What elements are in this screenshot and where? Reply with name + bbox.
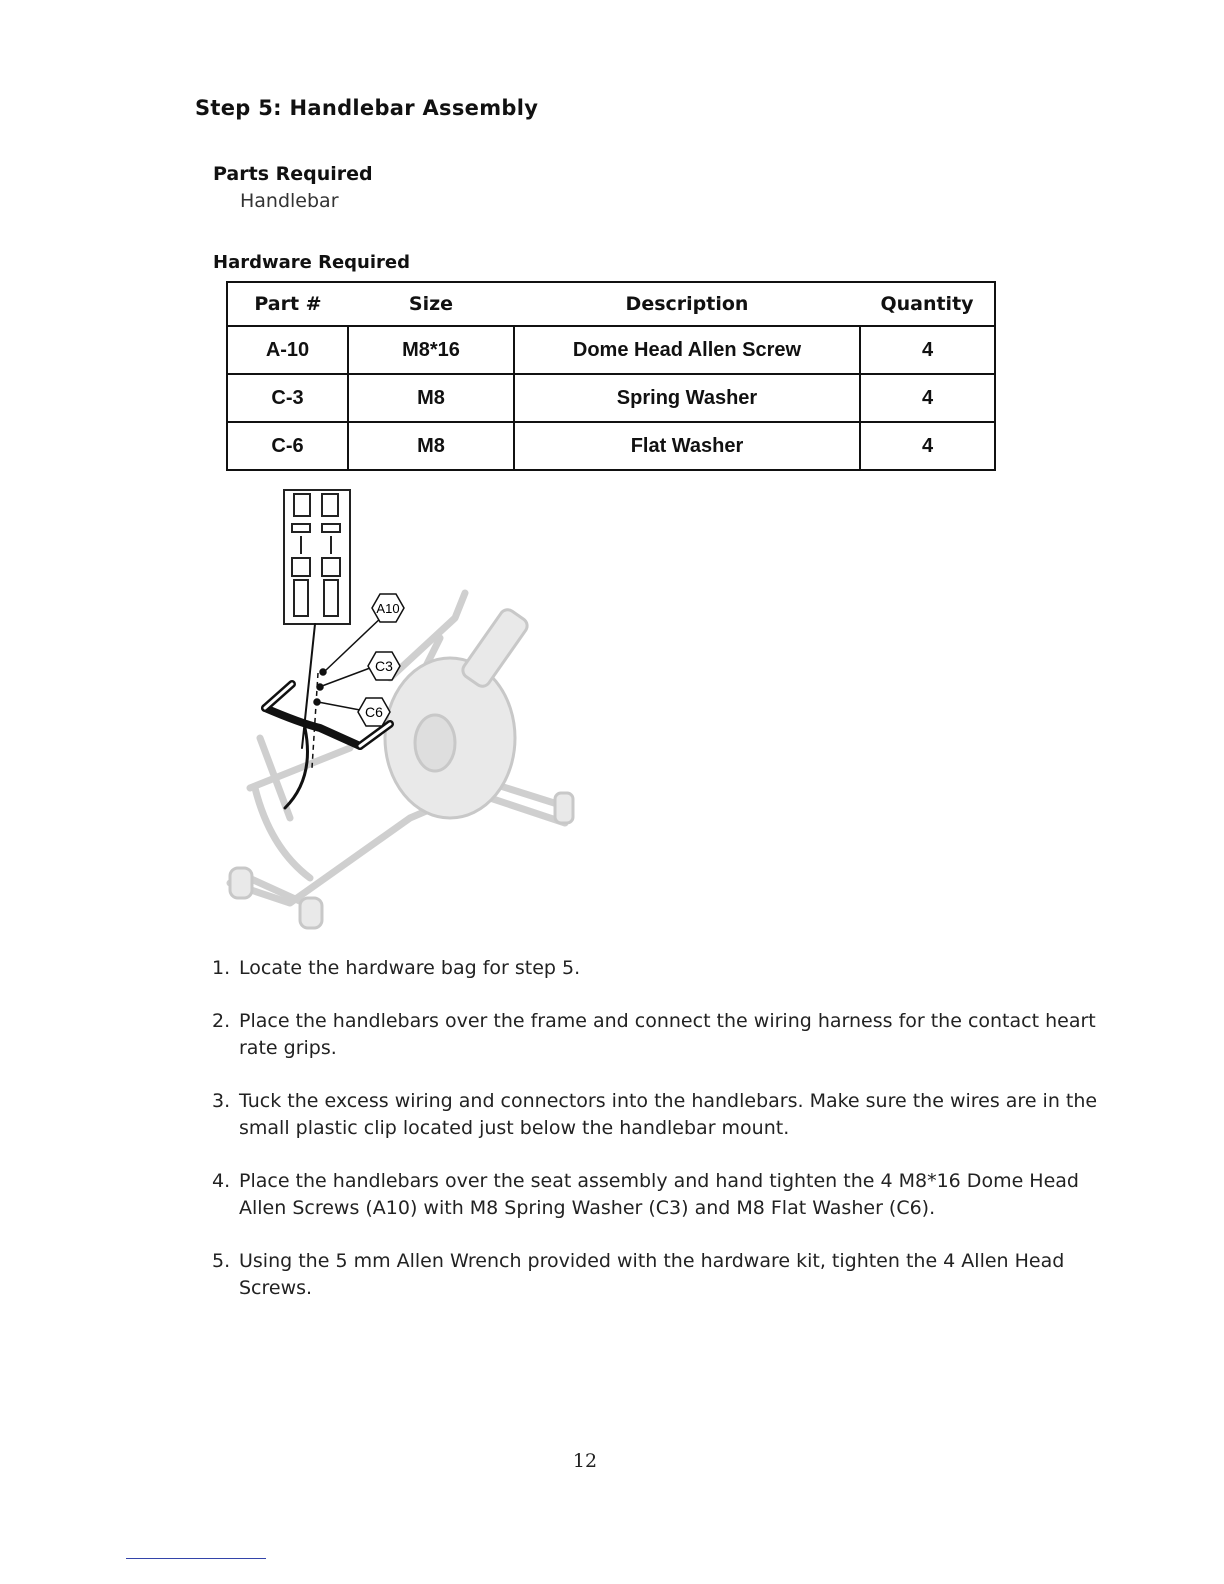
col-header-size: Size (348, 282, 514, 326)
step-title: Step 5: Handlebar Assembly (195, 96, 539, 120)
instruction-text: Place the handlebars over the seat assembly and hand tighten the 4 M8*16 Dome Head Allen Screws (A10) with M8 Spring Washer (C3) and M8 Flat Washer (C6). (239, 1170, 1079, 1219)
instruction-item (212, 1008, 1132, 1062)
quantity-cell: 4 (860, 374, 995, 422)
hardware-required-heading: Hardware Required (213, 252, 411, 273)
instruction-item (212, 1248, 1132, 1302)
handlebar-assembly-figure (210, 488, 590, 938)
parts-required-heading: Parts Required (213, 163, 373, 185)
part-cell: A-10 (227, 326, 348, 374)
callout-label: C6 (365, 704, 383, 720)
instruction-list (212, 955, 1132, 1328)
size-cell: M8 (348, 422, 514, 470)
table-row (227, 374, 995, 422)
quantity-cell: 4 (860, 326, 995, 374)
handlebar-assembly-illustration (210, 488, 590, 938)
callout-label: C3 (375, 658, 393, 674)
footnote-rule (126, 1558, 266, 1559)
callout-c6 (358, 698, 390, 726)
instruction-item (212, 1088, 1132, 1142)
instruction-item (212, 1168, 1132, 1222)
instruction-number: 3. (212, 1090, 231, 1112)
description-cell: Flat Washer (514, 422, 860, 470)
instruction-number: 1. (212, 957, 231, 979)
col-header-part: Part # (227, 282, 348, 326)
instruction-text: Place the handlebars over the frame and connect the wiring harness for the contact heart rate grips. (239, 1010, 1096, 1059)
instruction-number: 4. (212, 1170, 231, 1192)
part-cell: C-3 (227, 374, 348, 422)
hardware-table (226, 281, 996, 471)
callout-a10 (372, 594, 404, 622)
instruction-number: 5. (212, 1250, 231, 1272)
instruction-number: 2. (212, 1010, 231, 1032)
instruction-item (212, 955, 1132, 982)
callout-label: A10 (376, 601, 400, 616)
size-cell: M8 (348, 374, 514, 422)
description-cell: Spring Washer (514, 374, 860, 422)
col-header-description: Description (514, 282, 860, 326)
parts-required-item: Handlebar (240, 190, 339, 212)
callout-c3 (368, 652, 400, 680)
page-number: 12 (572, 1450, 598, 1472)
description-cell: Dome Head Allen Screw (514, 326, 860, 374)
instruction-text: Using the 5 mm Allen Wrench provided with the hardware kit, tighten the 4 Allen Head Screws. (239, 1250, 1065, 1299)
col-header-quantity: Quantity (860, 282, 995, 326)
connector-inset (284, 490, 350, 624)
size-cell: M8*16 (348, 326, 514, 374)
table-header-row (227, 282, 995, 326)
table-row (227, 326, 995, 374)
part-cell: C-6 (227, 422, 348, 470)
instruction-text: Tuck the excess wiring and connectors into the handlebars. Make sure the wires are in the small plastic clip located just below the handlebar mount. (239, 1090, 1098, 1139)
quantity-cell: 4 (860, 422, 995, 470)
instruction-text: Locate the hardware bag for step 5. (239, 957, 581, 979)
table-row (227, 422, 995, 470)
